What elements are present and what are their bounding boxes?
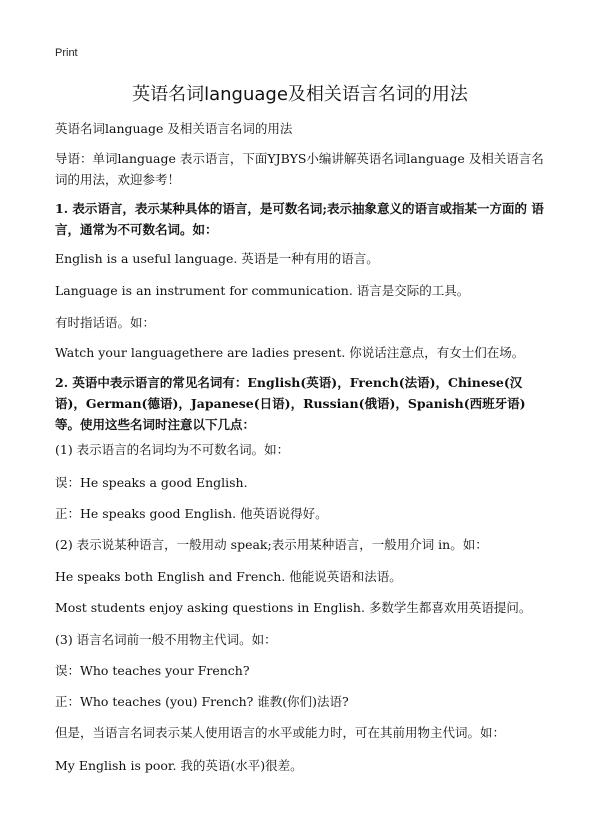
rule-3: (3) 语言名词前一般不用物主代词。如： xyxy=(55,632,277,647)
note-2: 但是，当语言名词表示某人使用语言的水平或能力时，可在其前用物主代词。如： xyxy=(55,725,506,740)
example-6: My English is poor. 我的英语(水平)很差。 xyxy=(55,758,303,773)
right-example-2: 正：Who teaches (you) French? 谁教(你们)法语? xyxy=(55,694,349,709)
example-3: Watch your languagethere are ladies present. 你说话注意点，有女士们在场。 xyxy=(55,345,525,360)
document-title: 英语名词language及相关语言名词的用法 xyxy=(132,84,468,105)
example-5: Most students enjoy asking questions in English. 多数学生都喜欢用英语提问。 xyxy=(55,600,532,615)
wrong-example-2: 误：Who teaches your French? xyxy=(55,663,250,678)
example-1: English is a useful language. 英语是一种有用的语言。 xyxy=(55,251,379,266)
point-2-heading: 2. 英语中表示语言的常见名词有：English(英语)，French(法语)，Chinese(汉语)，German(德语)，Japanese(日语)，Russian(俄语)，Spanish(西班牙语)等。使用这些名词时注意以下几点： xyxy=(55,375,526,432)
right-example-1: 正：He speaks good English. 他英语说得好。 xyxy=(55,506,328,521)
intro-paragraph: 导语：单词language 表示语言，下面YJBYS小编讲解英语名词language 及相关语言名词的用法，欢迎参考！ xyxy=(55,151,544,187)
note-1: 有时指话语。如： xyxy=(55,315,156,330)
subtitle: 英语名词language 及相关语言名词的用法 xyxy=(55,121,293,136)
rule-2: (2) 表示说某种语言，一般用动 speak;表示用某种语言，一般用介词 in。如： xyxy=(55,537,488,552)
example-2: Language is an instrument for communication. 语言是交际的工具。 xyxy=(55,283,470,298)
point-1-heading: 1. 表示语言，表示某种具体的语言，是可数名词;表示抽象意义的语言或指某一方面的 语言，通常为不可数名词。如： xyxy=(55,201,544,237)
print-label: Print xyxy=(55,47,78,59)
wrong-example-1: 误：He speaks a good English. xyxy=(55,475,248,490)
rule-1: (1) 表示语言的名词均为不可数名词。如： xyxy=(55,442,290,457)
example-4: He speaks both English and French. 他能说英语和法语。 xyxy=(55,569,402,584)
